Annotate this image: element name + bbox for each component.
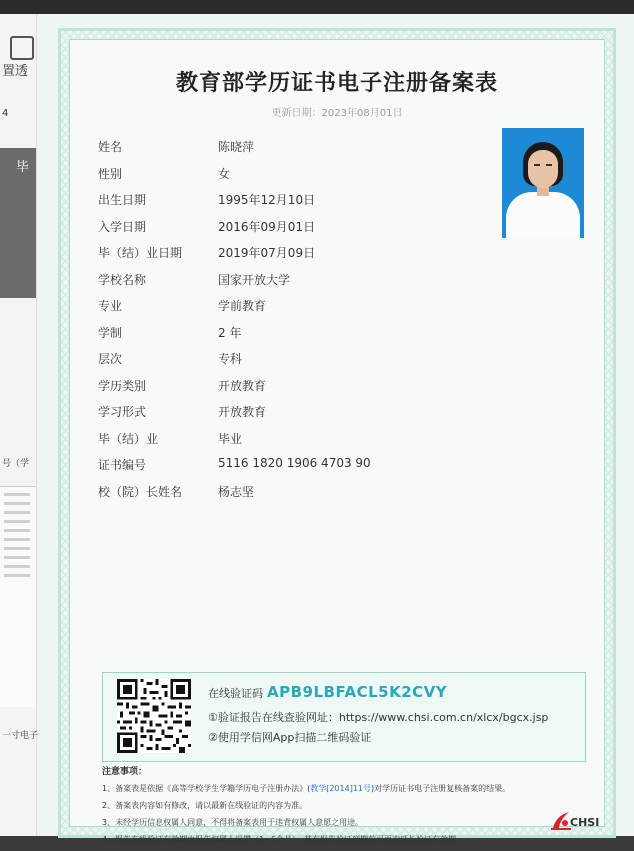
- note-item: 3、未经学历信息权属人同意，不得将备案表用于违背权属人意愿之用途。: [102, 818, 364, 827]
- field-value: 5116 1820 1906 4703 90: [218, 456, 371, 470]
- field-value: 学前教育: [218, 299, 267, 313]
- field-value: 2019年07月09日: [218, 246, 316, 260]
- field-label: 学习形式: [98, 405, 147, 419]
- field-label: 姓名: [98, 140, 123, 154]
- document-title: 教育部学历证书电子注册备案表: [175, 71, 498, 96]
- verification-box: [102, 672, 586, 762]
- field-label: 出生日期: [98, 193, 147, 207]
- verification-app-text: ②使用学信网App扫描二维码验证: [208, 731, 372, 744]
- field-value: 2 年: [218, 325, 242, 340]
- field-value: 女: [218, 166, 231, 181]
- background-text: 置透: [2, 64, 29, 79]
- logo-text: CHSI: [570, 816, 600, 829]
- field-label: 性别: [98, 166, 123, 181]
- verification-url-text: ①验证报告在线查验网址：https://www.chsi.com.cn/xlcx/bgcx.jsp: [208, 711, 549, 724]
- field-label: 学校名称: [98, 272, 147, 287]
- field-label: 毕（结）业: [98, 431, 159, 446]
- notes-title: 注意事项：: [102, 767, 148, 777]
- background-topbar: [0, 0, 634, 14]
- chsi-logo-icon: [550, 808, 572, 832]
- background-page-thumbnail: [0, 486, 36, 707]
- background-text: 毕: [16, 160, 30, 175]
- verification-code-label: 在线验证码: [208, 687, 263, 700]
- document-sheet: [38, 14, 634, 844]
- field-value: 陈晓萍: [218, 140, 255, 154]
- note-item: 1、备案表是依据《高等学校学生学籍学历电子注册办法》(教学[2014]11号)对学历证书电子注册复核备案的结果。: [102, 784, 511, 793]
- note-item: 2、备案表内容如有修改，请以最新在线验证的内容为准。: [102, 801, 308, 810]
- background-text: 号（学: [2, 459, 30, 469]
- document-body: [69, 39, 605, 844]
- field-value: 1995年12月10日: [218, 193, 316, 207]
- verification-code: APB9LBFACL5K2CVY: [267, 683, 448, 701]
- field-value: 开放教育: [218, 405, 267, 419]
- field-value: 杨志坚: [218, 484, 255, 499]
- chsi-logo: [550, 808, 602, 834]
- field-label: 证书编号: [98, 458, 147, 472]
- field-value: 2016年09月01日: [218, 219, 316, 234]
- update-date: 更新日期：2023年08月01日: [271, 108, 403, 119]
- field-value: 毕业: [218, 431, 243, 446]
- field-label: 学制: [98, 325, 123, 340]
- qr-code-icon[interactable]: [117, 679, 191, 753]
- field-label: 学历类别: [98, 378, 147, 393]
- document-border: [58, 28, 616, 844]
- field-label: 入学日期: [98, 219, 147, 234]
- field-value: 国家开放大学: [218, 272, 291, 287]
- id-photo: [502, 128, 584, 238]
- field-label: 校（院）长姓名: [98, 484, 183, 499]
- field-label: 毕（结）业日期: [98, 246, 183, 260]
- field-label: 专业: [98, 299, 123, 313]
- field-value: 专科: [218, 352, 243, 366]
- note-item: 4、报告在线验证有效期由报告权属人设置（1~6个月），其在报告验证到期前可再次延长验证有效期。: [102, 835, 464, 844]
- field-value: 开放教育: [218, 378, 267, 393]
- background-sidebar: [0, 14, 37, 836]
- field-label: 层次: [98, 352, 123, 366]
- edit-icon[interactable]: [10, 36, 34, 60]
- verification-code-row: [208, 683, 447, 701]
- regulation-link[interactable]: 教学[2014]11号: [310, 784, 371, 793]
- background-text: 一寸电子: [2, 731, 39, 741]
- background-text: 4: [2, 108, 9, 119]
- notes-section: [102, 764, 582, 851]
